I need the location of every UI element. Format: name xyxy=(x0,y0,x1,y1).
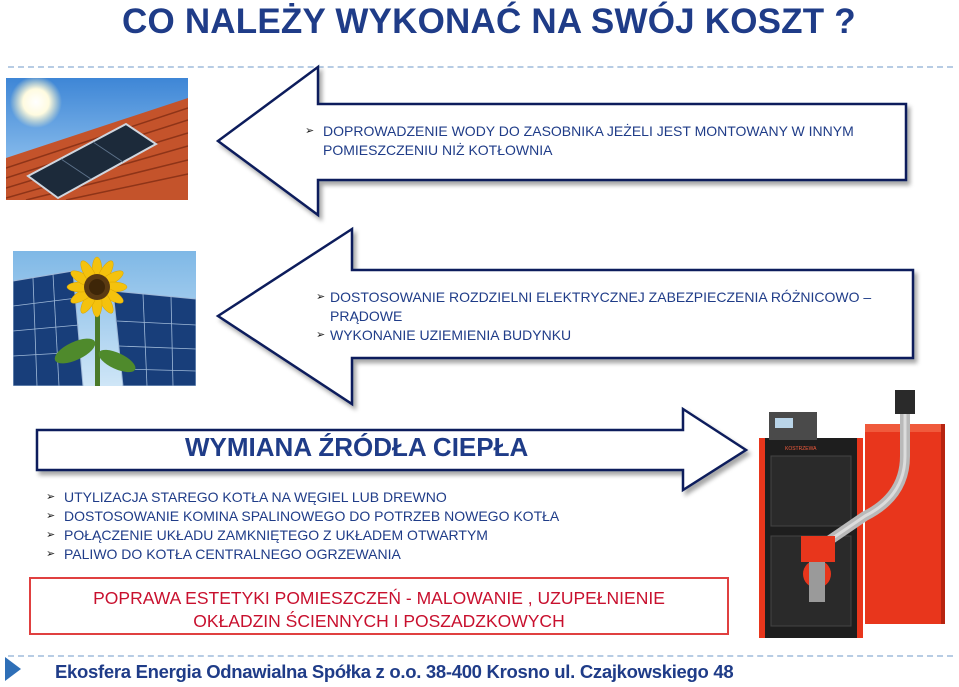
pellet-boiler-photo xyxy=(755,386,955,648)
bottom-divider xyxy=(8,655,953,657)
list-item xyxy=(46,545,559,564)
callout-line-1: POPRAWA ESTETYKI POMIESZCZEŃ - MALOWANIE , UZUPEŁNIENIE xyxy=(93,588,665,608)
callout-line-2: OKŁADZIN ŚCIENNYCH I POSZADZKOWYCH xyxy=(193,611,565,631)
arrowhead-bullet-icon: ➢ xyxy=(46,510,56,522)
list-item xyxy=(46,526,559,545)
play-triangle-icon xyxy=(4,656,22,682)
boiler-brand-label: KOSTRZEWA xyxy=(785,446,817,452)
arrowhead-bullet-icon: ➢ xyxy=(316,329,326,341)
arrow3-list xyxy=(46,488,559,564)
arrowhead-bullet-icon: ➢ xyxy=(305,125,315,137)
list-item-text: DOSTOSOWANIE ROZDZIELNI ELEKTRYCZNEJ ZABEZPIECZENIA RÓŻNICOWO – PRĄDOWE xyxy=(330,289,872,324)
list-item xyxy=(46,507,559,526)
list-item xyxy=(316,326,901,345)
arrowhead-bullet-icon: ➢ xyxy=(46,529,56,541)
solar-roof-photo xyxy=(6,78,188,200)
list-item-text: DOPROWADZENIE WODY DO ZASOBNIKA JEŻELI JEST MONTOWANY W INNYM POMIESZCZENIU NIŻ KOTŁOWNIA xyxy=(323,123,854,158)
list-item xyxy=(305,122,885,160)
arrowhead-bullet-icon: ➢ xyxy=(316,291,326,303)
page-title: CO NALEŻY WYKONAĆ NA SWÓJ KOSZT ? xyxy=(122,2,856,41)
list-item-text: WYKONANIE UZIEMIENIA BUDYNKU xyxy=(330,327,572,343)
heat-source-heading: WYMIANA ŹRÓDŁA CIEPŁA xyxy=(185,432,529,462)
arrowhead-bullet-icon: ➢ xyxy=(46,548,56,560)
list-item xyxy=(46,488,559,507)
arrow1-list xyxy=(305,122,885,160)
list-item-text: PALIWO DO KOTŁA CENTRALNEGO OGRZEWANIA xyxy=(64,546,401,562)
list-item-text: UTYLIZACJA STAREGO KOTŁA NA WĘGIEL LUB DREWNO xyxy=(64,489,447,505)
footer-company-address: Ekosfera Energia Odnawialna Spółka z o.o. 38-400 Krosno ul. Czajkowskiego 48 xyxy=(55,661,734,682)
list-item-text: DOSTOSOWANIE KOMINA SPALINOWEGO DO POTRZEB NOWEGO KOTŁA xyxy=(64,508,560,524)
arrowhead-bullet-icon: ➢ xyxy=(46,491,56,503)
list-item-text: POŁĄCZENIE UKŁADU ZAMKNIĘTEGO Z UKŁADEM OTWARTYM xyxy=(64,527,488,543)
sunflower-pv-photo xyxy=(13,251,196,386)
list-item xyxy=(316,288,901,326)
arrow2-list xyxy=(316,288,901,345)
aesthetics-callout-box xyxy=(29,577,729,635)
